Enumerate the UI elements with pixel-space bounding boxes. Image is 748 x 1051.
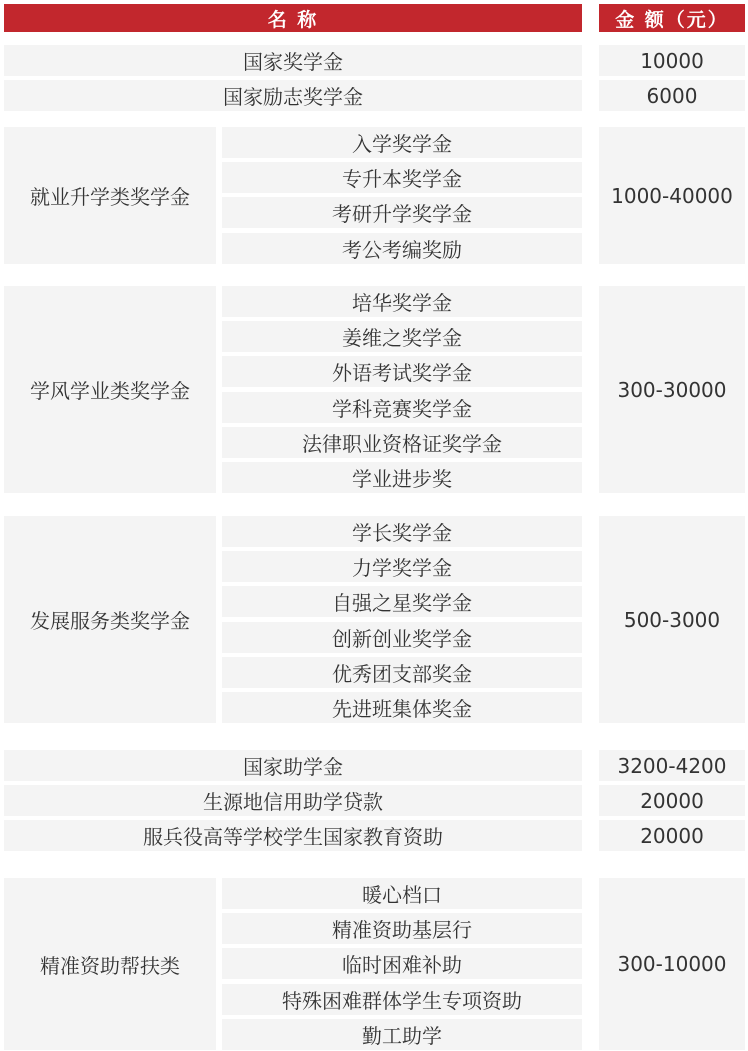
row-name: 国家奖学金 bbox=[4, 45, 582, 76]
category-amount: 1000-40000 bbox=[599, 127, 745, 264]
row-amount: 20000 bbox=[599, 820, 745, 851]
item-name: 培华奖学金 bbox=[222, 286, 582, 317]
category-amount: 300-10000 bbox=[599, 878, 745, 1050]
category-label: 精准资助帮扶类 bbox=[4, 878, 216, 1050]
row-amount: 3200-4200 bbox=[599, 750, 745, 781]
header-amount: 金 额（元） bbox=[599, 4, 745, 32]
item-name: 考研升学奖学金 bbox=[222, 197, 582, 228]
category-label: 就业升学类奖学金 bbox=[4, 127, 216, 264]
row-amount: 20000 bbox=[599, 785, 745, 816]
item-name: 外语考试奖学金 bbox=[222, 356, 582, 387]
category-amount: 300-30000 bbox=[599, 286, 745, 493]
item-name: 专升本奖学金 bbox=[222, 162, 582, 193]
item-name: 入学奖学金 bbox=[222, 127, 582, 158]
item-name: 自强之星奖学金 bbox=[222, 586, 582, 617]
row-name: 生源地信用助学贷款 bbox=[4, 785, 582, 816]
item-name: 学业进步奖 bbox=[222, 462, 582, 493]
row-amount: 10000 bbox=[599, 45, 745, 76]
item-name: 临时困难补助 bbox=[222, 948, 582, 979]
item-name: 学长奖学金 bbox=[222, 516, 582, 547]
item-name: 暖心档口 bbox=[222, 878, 582, 909]
item-name: 姜维之奖学金 bbox=[222, 321, 582, 352]
category-label: 发展服务类奖学金 bbox=[4, 516, 216, 723]
row-name: 服兵役高等学校学生国家教育资助 bbox=[4, 820, 582, 851]
header-name: 名 称 bbox=[4, 4, 582, 32]
item-name: 优秀团支部奖金 bbox=[222, 657, 582, 688]
item-name: 特殊困难群体学生专项资助 bbox=[222, 984, 582, 1015]
item-name: 力学奖学金 bbox=[222, 551, 582, 582]
row-name: 国家助学金 bbox=[4, 750, 582, 781]
item-name: 学科竞赛奖学金 bbox=[222, 392, 582, 423]
row-amount: 6000 bbox=[599, 80, 745, 111]
category-label: 学风学业类奖学金 bbox=[4, 286, 216, 493]
item-name: 考公考编奖励 bbox=[222, 233, 582, 264]
item-name: 勤工助学 bbox=[222, 1019, 582, 1050]
item-name: 精准资助基层行 bbox=[222, 913, 582, 944]
item-name: 法律职业资格证奖学金 bbox=[222, 427, 582, 458]
item-name: 创新创业奖学金 bbox=[222, 622, 582, 653]
category-amount: 500-3000 bbox=[599, 516, 745, 723]
item-name: 先进班集体奖金 bbox=[222, 692, 582, 723]
row-name: 国家励志奖学金 bbox=[4, 80, 582, 111]
